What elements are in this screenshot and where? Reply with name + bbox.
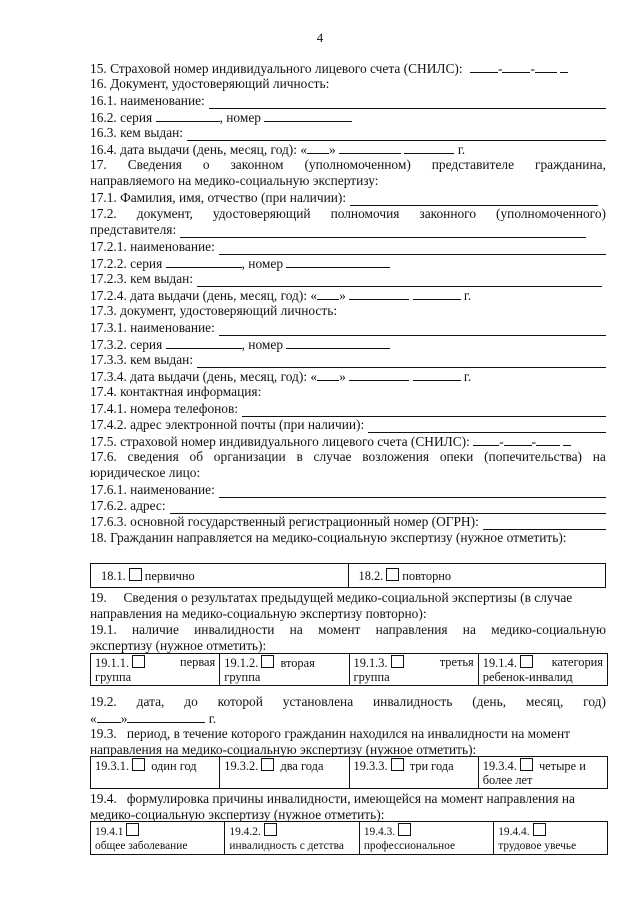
year-suffix: г. [208,711,217,726]
w: на [462,622,476,637]
label: инвалидность с детства [229,840,344,852]
label: группа [224,670,261,684]
w: месяц, [525,694,564,709]
representative-label: представителя: [90,222,177,237]
rep-fio-label: 17.1. Фамилия, имя, отчество (при наличии): [90,190,347,205]
snils-part2[interactable] [502,60,530,73]
item-17-3-2 [90,336,606,353]
cell-18-1 [91,564,349,588]
w: представителе [431,157,515,172]
authority-doc-field[interactable] [180,225,586,238]
authority-doc-name-field[interactable] [219,242,606,255]
code: 19.1.1. [95,656,130,670]
code: 19.3.1. [95,759,130,773]
code: 18.1. [101,569,126,583]
label: 17.6.3. основной государственный регистрационный номер (ОГРН): [90,514,479,529]
code: 19.1.2. [224,656,259,670]
label: 17.4.1. номера телефонов: [90,401,239,416]
w: которой [217,694,263,709]
item-17-4-1 [90,401,606,417]
label: ребенок-инвалид [482,670,573,684]
snils-part3[interactable] [535,60,557,73]
item-17-4-2 [90,417,606,433]
quote-close: » [329,142,336,157]
item-17-1 [90,190,606,206]
code: 19.4.2. [229,826,261,838]
doc-number-field[interactable] [264,109,352,122]
item-17-2-3 [90,271,606,287]
number-label: , номер [219,110,261,125]
item-19-1-cont: экспертизу (нужное отметить): [90,638,267,653]
item-18-heading: 18. Гражданин направляется на медико-социальную экспертизу (нужное отметить): [90,530,567,545]
cell-19-1-1 [91,654,220,686]
issue-month-field[interactable] [339,141,401,154]
item-19-heading [90,590,606,606]
year-suffix: г. [463,369,472,384]
authority-issuer-field[interactable] [197,274,602,287]
w: случае [313,449,352,464]
series-label: 16.2. серия [90,110,153,125]
item-16-1 [90,93,606,109]
series-label: 17.3.2. серия [90,337,163,352]
authority-series-field[interactable] [166,255,242,268]
phone-field[interactable] [242,404,606,417]
item-17-heading-cont: направляемого на медико-социальную экспертизу: [90,173,379,188]
w: медико-социальную [491,622,606,637]
day-field[interactable] [317,287,339,300]
w: установлена [282,694,354,709]
w: момент [318,622,361,637]
item-16-3-label: 16.3. кем выдан: [90,125,184,140]
year-suffix: г. [463,288,472,303]
item-17-3-1 [90,320,606,336]
code: 19.4.3. [363,826,396,838]
item-19-2-date [90,710,606,727]
snils-part2[interactable] [504,433,532,446]
label: 17.6.1. наименование: [90,482,215,497]
label: более лет [482,773,533,787]
rep-doc-name-field[interactable] [219,323,606,336]
label: 17.6.2. адрес: [90,498,166,513]
checkbox-three-years[interactable] [391,758,404,771]
cell-19-3-2 [220,757,349,789]
item-17-6-heading [90,449,606,465]
w: на [289,622,303,637]
rep-number-field[interactable] [286,336,390,349]
w: организации [213,449,286,464]
item-17-3-4 [90,368,606,385]
item-17-2-1 [90,239,606,255]
item-19-3-heading: 19.3. период, в течение которого гражданин находился на инвалидности на момент [90,726,571,741]
item-19-cont: направления на медико-социальную экспертизу повторно): [90,606,427,621]
w: до [184,694,198,709]
series-label: 17.2.2. серия [90,256,163,271]
rep-fio-field[interactable] [350,193,598,206]
item-16-heading: 16. Документ, удостоверяющий личность: [90,76,330,91]
checkbox-occupational[interactable] [398,823,411,836]
doc-issuer-field[interactable] [187,128,606,141]
item-16-2 [90,109,606,126]
w: наличие [131,622,179,637]
item-17-2-2 [90,255,606,272]
item-16-4 [90,141,606,158]
item-16-3 [90,125,606,141]
issue-date-label: 16.4. дата выдачи (день, месяц, год): « [90,142,308,157]
code: 19.3.4. [482,759,517,773]
doc-series-field[interactable] [156,109,220,122]
table-19-3 [90,756,608,789]
month-field[interactable] [349,368,409,381]
w: Сведения [127,157,182,172]
code: 19.3.3. [353,759,388,773]
label: третья [439,655,474,669]
item-17-2-heading [90,206,606,222]
item-17-5: 17.5. страховой номер индивидуального лицевого счета (СНИЛС): - - [90,433,606,450]
label: трудовое увечье [498,840,577,852]
checkbox-one-year[interactable] [132,758,145,771]
snils-part4[interactable] [563,433,571,446]
cell-19-3-4 [478,757,607,789]
number-label: , номер [241,337,284,352]
w: инвалидность [373,694,453,709]
w: 19. [90,590,107,605]
checkbox-general-disease[interactable] [126,823,139,836]
w: Сведения о результатах предыдущей медико-социальной экспертизы (в случае [123,590,573,605]
number-label: , номер [241,256,284,271]
label: два года [280,759,324,773]
month-field[interactable] [127,710,205,723]
code: 19.1.3. [353,656,388,670]
cell-19-3-1 [91,757,220,789]
label: повторно [402,569,452,583]
quote-close: » [339,288,346,303]
checkbox-work-injury[interactable] [533,823,546,836]
w: дата, [136,694,165,709]
table-18 [90,563,606,588]
label: общее заболевание [95,840,188,852]
item-17-6-2 [90,498,606,514]
item-17-3-3 [90,352,606,368]
rep-series-field[interactable] [166,336,242,349]
item-17-3-heading: 17.3. документ, удостоверяющий личность: [90,303,338,318]
label: три года [409,759,454,773]
w: законном [230,157,284,172]
cell-19-4-2 [225,822,359,855]
w: возложения [362,449,430,464]
w: законного [419,206,477,221]
label: 17.2.3. кем выдан: [90,271,194,286]
w: 17. [90,157,107,172]
cell-19-1-4 [478,654,607,686]
snils-part1[interactable] [470,60,498,73]
item-17-2-cont [90,222,606,238]
checkbox-child-disabled[interactable] [520,655,533,668]
year-field[interactable] [413,368,461,381]
day-field[interactable] [317,368,339,381]
cell-19-4-4 [494,822,608,855]
label: 17.3.3. кем выдан: [90,352,194,367]
w: на [592,449,606,464]
w: полномочия [330,206,400,221]
label: один год [151,759,197,773]
item-17-6-1 [90,482,606,498]
cell-19-3-3 [349,757,478,789]
w: 17.2. [90,206,117,221]
w: (уполномоченном) [304,157,411,172]
label: профессиональное [363,840,456,852]
table-19-4 [90,821,608,855]
item-17-2-4 [90,287,606,304]
cell-18-2 [348,564,606,588]
code: 19.3.2. [224,759,259,773]
w: (попечительства) [484,449,582,464]
item-19-1-heading [90,622,606,638]
checkbox-since-childhood[interactable] [264,823,277,836]
org-address-field[interactable] [170,501,606,514]
cell-19-4-1 [91,822,225,855]
checkbox-repeat[interactable] [386,568,399,581]
rep-issuer-field[interactable] [197,355,606,368]
label: первая [180,655,216,669]
w: гражданина, [534,157,606,172]
code: 19.4.1 [95,826,124,838]
w: 17.6. [90,449,117,464]
year-field[interactable] [413,287,461,300]
w: инвалидности [194,622,275,637]
w: удостоверяющий [212,206,311,221]
checkbox-four-plus-years[interactable] [520,758,533,771]
item-15-snils: 15. Страховой номер индивидуального лицевого счета (СНИЛС): - - [90,60,606,77]
snils-part3[interactable] [536,433,560,446]
w: 19.2. [90,694,117,709]
item-15-label: 15. Страховой номер индивидуального лицевого счета (СНИЛС): [90,61,463,76]
code: 19.1.4. [482,656,517,670]
code: 18.2. [358,569,384,583]
label: 17.2.1. наименование: [90,239,215,254]
item-19-4-cont: медико-социальную экспертизу (нужное отметить): [90,807,385,822]
label: 17.3.4. дата выдачи (день, месяц, год): « [90,369,318,384]
table-19-1 [90,653,608,686]
snils-part1[interactable] [473,433,499,446]
w: опеки [439,449,474,464]
label: группа [353,670,390,684]
authority-number-field[interactable] [286,255,390,268]
snils-part4[interactable] [560,60,568,73]
issue-year-field[interactable] [404,141,454,154]
checkbox-group-3[interactable] [391,655,404,668]
w: о [202,157,210,172]
label: четыре и [538,759,586,773]
w: 19.1. [90,622,117,637]
w: документ, [136,206,193,221]
doc-name-field[interactable] [209,96,606,109]
w: (день, [472,694,507,709]
item-17-4-heading: 17.4. контактная информация: [90,384,262,399]
item-16-1-label: 16.1. наименование: [90,93,205,108]
month-field[interactable] [349,287,409,300]
label: 17.4.2. адрес электронной почты (при наличии): [90,417,365,432]
item-19-3-cont: направления на медико-социальную экспертизу (нужное отметить): [90,742,477,757]
label: первично [144,569,195,583]
code: 19.4.4. [498,826,530,838]
item-17-6-3 [90,514,606,530]
item-19-4-heading: 19.4. формулировка причины инвалидности, имеющейся на момент направления на [90,791,575,806]
cell-19-1-2 [220,654,349,686]
label: 17.3.1. наименование: [90,320,215,335]
item-17-heading [90,157,606,173]
w: (уполномоченного) [496,206,606,221]
label: группа [95,670,132,684]
checkbox-group-2[interactable] [261,655,274,668]
label: категория [551,655,603,669]
year-suffix: г. [457,142,466,157]
label: 17.2.4. дата выдачи (день, месяц, год): « [90,288,318,303]
w: год) [583,694,606,709]
email-field[interactable] [368,420,606,433]
checkbox-group-1[interactable] [132,655,145,668]
label: 17.5. страховой номер индивидуального лицевого счета (СНИЛС): [90,434,470,449]
label: вторая [280,656,315,670]
item-19-2-heading [90,694,606,710]
checkbox-two-years[interactable] [261,758,274,771]
cell-19-1-3 [349,654,478,686]
w: об [189,449,204,464]
day-field[interactable] [97,710,121,723]
checkbox-first-time[interactable] [129,568,142,581]
w: направления [375,622,448,637]
w: в [296,449,303,464]
issue-day-field[interactable] [307,141,329,154]
quote-close: » [120,711,128,726]
item-17-6-cont: юридическое лицо: [90,465,201,480]
cell-19-4-3 [359,822,493,855]
page-number: 4 [316,30,324,45]
quote-close: » [339,369,346,384]
ogrn-field[interactable] [483,517,606,530]
quote-open: « [90,711,97,726]
w: сведения [127,449,179,464]
org-name-field[interactable] [219,485,606,498]
